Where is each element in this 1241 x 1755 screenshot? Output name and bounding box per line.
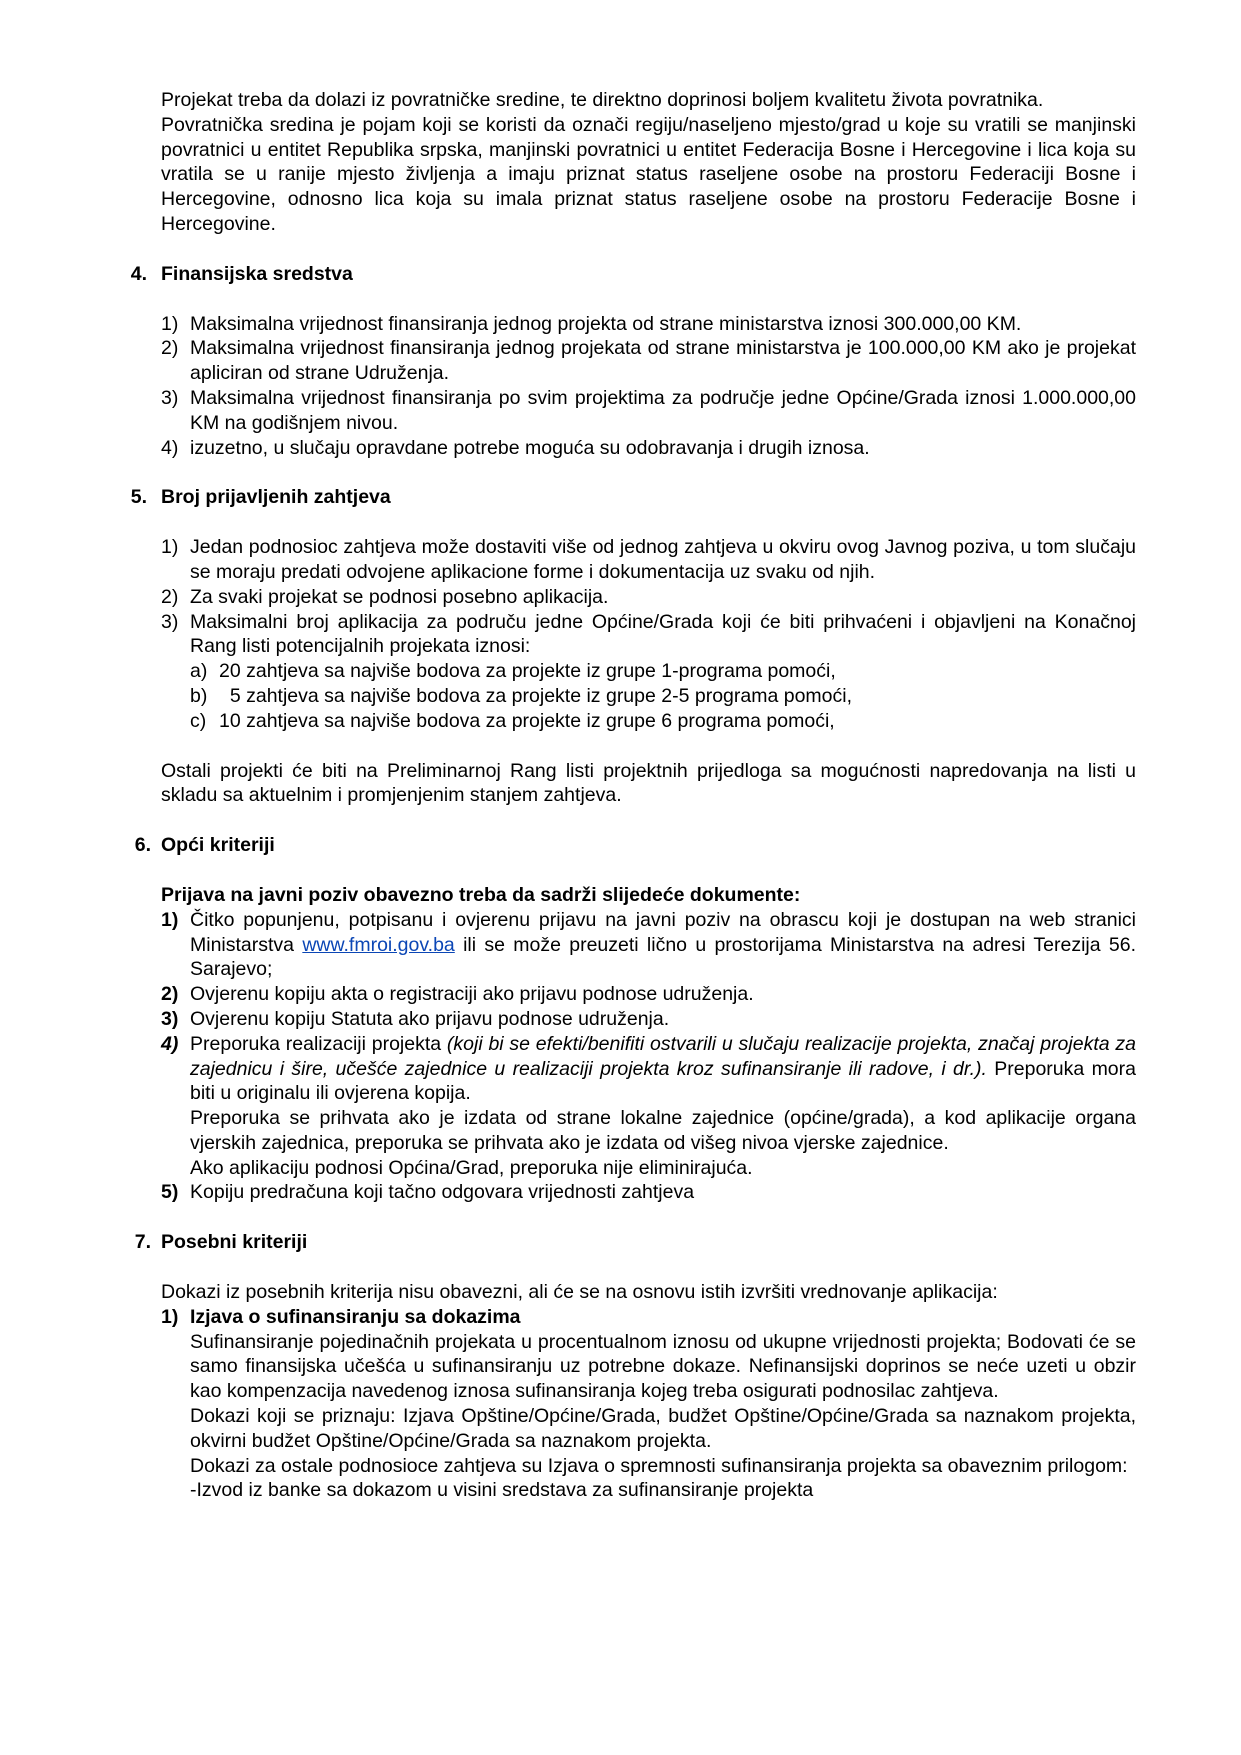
section-number: 6. xyxy=(134,834,151,857)
section-number: 7. xyxy=(134,1231,151,1254)
section-number: 5. xyxy=(130,486,147,509)
item-number: 4) xyxy=(161,1032,179,1055)
section-4-list xyxy=(161,312,1136,461)
list-item xyxy=(161,982,1136,1007)
item-number: 1) xyxy=(161,1305,179,1328)
item-text: Ovjerenu kopiju Statuta ako prijavu podnose udruženja. xyxy=(190,1007,670,1030)
list-item xyxy=(161,1032,1136,1181)
section-5-sublist xyxy=(161,659,1136,733)
intro-paragraph-1: Projekat treba da dolazi iz povratničke sredine, te direktno doprinosi boljem kvalitetu života povratnika. xyxy=(161,89,1044,111)
list-item xyxy=(161,436,1136,461)
item-text: Ovjerenu kopiju akta o registraciji ako prijavu podnose udruženja. xyxy=(190,983,754,1006)
section-number: 4. xyxy=(130,262,147,285)
item-paragraph: Ako aplikaciju podnosi Općina/Grad, preporuka nije eliminirajuća. xyxy=(190,1156,753,1179)
sub-list-item xyxy=(190,684,1136,709)
section-7-list xyxy=(161,1305,1136,1503)
list-item xyxy=(161,908,1136,982)
section-6-list xyxy=(161,908,1136,1206)
item-paragraph: Sufinansiranje pojedinačnih projekata u procentualnom iznosu od ukupne vrijednosti projekta; Bodovati će se samo finansijska učešća u sufinansiranju uz potrebne dokaze. Nefinansijski doprinos se neće uzeti u obzir kao kompenzacija navedenog iznosa sufinansiranja kojeg treba osigurati podnosilac zahtjeva. xyxy=(190,1330,1136,1403)
section-5-closing: Ostali projekti će biti na Preliminarnoj Rang listi projektnih prijedloga sa mogućnosti napredovanja na listi u skladu sa aktuelnim i promjenjenim stanjem zahtjeva. xyxy=(161,759,1136,807)
sub-item-letter: b) xyxy=(190,684,208,707)
section-5-list xyxy=(161,535,1136,659)
section-title: Finansijska sredstva xyxy=(161,262,353,285)
item-paragraph: -Izvod iz banke sa dokazom u visini sredstava za sufinansiranje projekta xyxy=(190,1479,814,1502)
section-7-heading xyxy=(134,1230,1136,1255)
sub-item-text: 20 zahtjeva sa najviše bodova za projekte iz grupe 1-programa pomoći, xyxy=(219,660,836,683)
item-text: Jedan podnosioc zahtjeva može dostaviti više od jednog zahtjeva u okviru ovog Javnog poziva, u tom slučaju se moraju predati odvojene aplikacione forme i dokumentacija uz svaku od njih. xyxy=(190,536,1136,583)
item-number: 2) xyxy=(161,983,179,1006)
item-paragraph: Dokazi za ostale podnosioce zahtjeva su Izjava o spremnosti sufinansiranja projekta sa obaveznim prilogom: xyxy=(190,1454,1128,1477)
item-text-continued: Preporuka mora biti u originalu ili ovjerena kopija. xyxy=(190,1057,1136,1105)
item-number: 2) xyxy=(161,585,179,608)
item-number: 1) xyxy=(161,536,179,559)
item-text: Kopiju predračuna koji tačno odgovara vrijednosti zahtjeva xyxy=(190,1181,695,1204)
item-text: Maksimalna vrijednost finansiranja po svim projektima za područje jedne Općine/Grada iznosi 1.000.000,00 KM na godišnjem nivou. xyxy=(190,386,1136,434)
sub-item-text: 5 zahtjeva sa najviše bodova za projekte iz grupe 2-5 programa pomoći, xyxy=(219,684,853,707)
ministry-website-link[interactable]: www.fmroi.gov.ba xyxy=(302,933,455,956)
item-paragraph: Preporuka se prihvata ako je izdata od strane lokalne zajednice (općine/grada), a kod aplikacije organa vjerskih zajednica, preporuka se prihvata ako je izdata od višeg nivoa vjerske zajednice. xyxy=(190,1107,1136,1154)
item-number: 1) xyxy=(161,908,179,931)
section-title: Opći kriteriji xyxy=(161,834,275,857)
sub-list-item xyxy=(190,709,1136,734)
item-number: 2) xyxy=(161,337,179,360)
item-number: 5) xyxy=(161,1181,179,1204)
item-number: 3) xyxy=(161,386,179,409)
section-title: Broj prijavljenih zahtjeva xyxy=(161,486,391,509)
item-text: Maksimalni broj aplikacija za područu jedne Općine/Grada koji će biti prihvaćeni i objavljeni na Konačnoj Rang listi potencijalnih projekata iznosi: xyxy=(190,610,1136,658)
section-7-lead: Dokazi iz posebnih kriterija nisu obavezni, ali će se na osnovu istih izvršiti vrednovanje aplikacija: xyxy=(161,1281,998,1304)
item-text-continued: ili se može preuzeti lično u prostorijama Ministarstva na adresi Terezija 56. Sarajevo; xyxy=(190,933,1136,981)
item-text: Za svaki projekat se podnosi posebno aplikacija. xyxy=(190,585,609,608)
item-number: 4) xyxy=(161,436,179,459)
list-item xyxy=(161,336,1136,386)
sub-list-item xyxy=(190,659,1136,684)
item-title: Izjava o sufinansiranju sa dokazima xyxy=(190,1305,521,1328)
section-6-lead: Prijava na javni poziv obavezno treba da sadrži slijedeće dokumente: xyxy=(161,883,801,906)
intro-paragraph-2: Povratnička sredina je pojam koji se koristi da označi regiju/naseljeno mjesto/grad u koje su vratili se manjinski povratnici u entitet Republika srpska, manjinski povratnici u entitet Federacija Bosne i Hercegovine i lica koja su vratila se u ranije mjesto življenja a imaju priznat status raseljene osobe na prostoru Federaciji Bosne i Hercegovine, odnosno lica koja su imala priznat status raseljene osobe na prostoru Federacije Bosne i Hercegovine. xyxy=(161,113,1136,235)
list-item xyxy=(161,312,1136,337)
list-item xyxy=(161,1305,1136,1503)
item-text-italic: (koji bi se efekti/benifiti ostvarili u slučaju realizacije projekta, značaj projekta za zajednicu i šire, učešće zajednice u realizaciji projekta kroz sufinansiranje ili radove, i dr.). xyxy=(190,1032,1136,1080)
list-item xyxy=(161,585,1136,610)
list-item xyxy=(161,535,1136,585)
item-text: Preporuka realizaciji projekta xyxy=(190,1032,447,1055)
section-4-heading xyxy=(130,262,1136,287)
list-item xyxy=(161,610,1136,660)
section-6-heading xyxy=(134,833,1136,858)
sub-item-letter: a) xyxy=(190,660,208,683)
document-page xyxy=(130,88,1136,1503)
list-item xyxy=(161,1007,1136,1032)
item-number: 3) xyxy=(161,1007,179,1030)
sub-item-text: 10 zahtjeva sa najviše bodova za projekte iz grupe 6 programa pomoći, xyxy=(219,709,835,732)
item-text: Maksimalna vrijednost finansiranja jednog projekta od strane ministarstva iznosi 300.000,00 KM. xyxy=(190,312,1022,335)
section-title: Posebni kriteriji xyxy=(161,1231,308,1254)
item-number: 1) xyxy=(161,312,179,335)
item-paragraph: Dokazi koji se priznaju: Izjava Opštine/Općine/Grada, budžet Opštine/Općine/Grada sa naznakom projekta, okvirni budžet Opštine/Općine/Grada sa naznakom projekta. xyxy=(190,1405,1136,1452)
item-text: izuzetno, u slučaju opravdane potrebe moguća su odobravanja i drugih iznosa. xyxy=(190,436,870,459)
item-text: Maksimalna vrijednost finansiranja jednog projekata od strane ministarstva je 100.000,00 KM ako je projekat apliciran od strane Udruženja. xyxy=(190,337,1136,385)
item-number: 3) xyxy=(161,610,179,633)
section-5-heading xyxy=(130,485,1136,510)
item-text: Čitko popunjenu, potpisanu i ovjerenu prijavu na javni poziv na obrascu koji je dostupan na web stranici Ministarstva xyxy=(190,908,1136,956)
sub-item-letter: c) xyxy=(190,709,207,732)
list-item xyxy=(161,386,1136,436)
list-item xyxy=(161,1180,1136,1205)
